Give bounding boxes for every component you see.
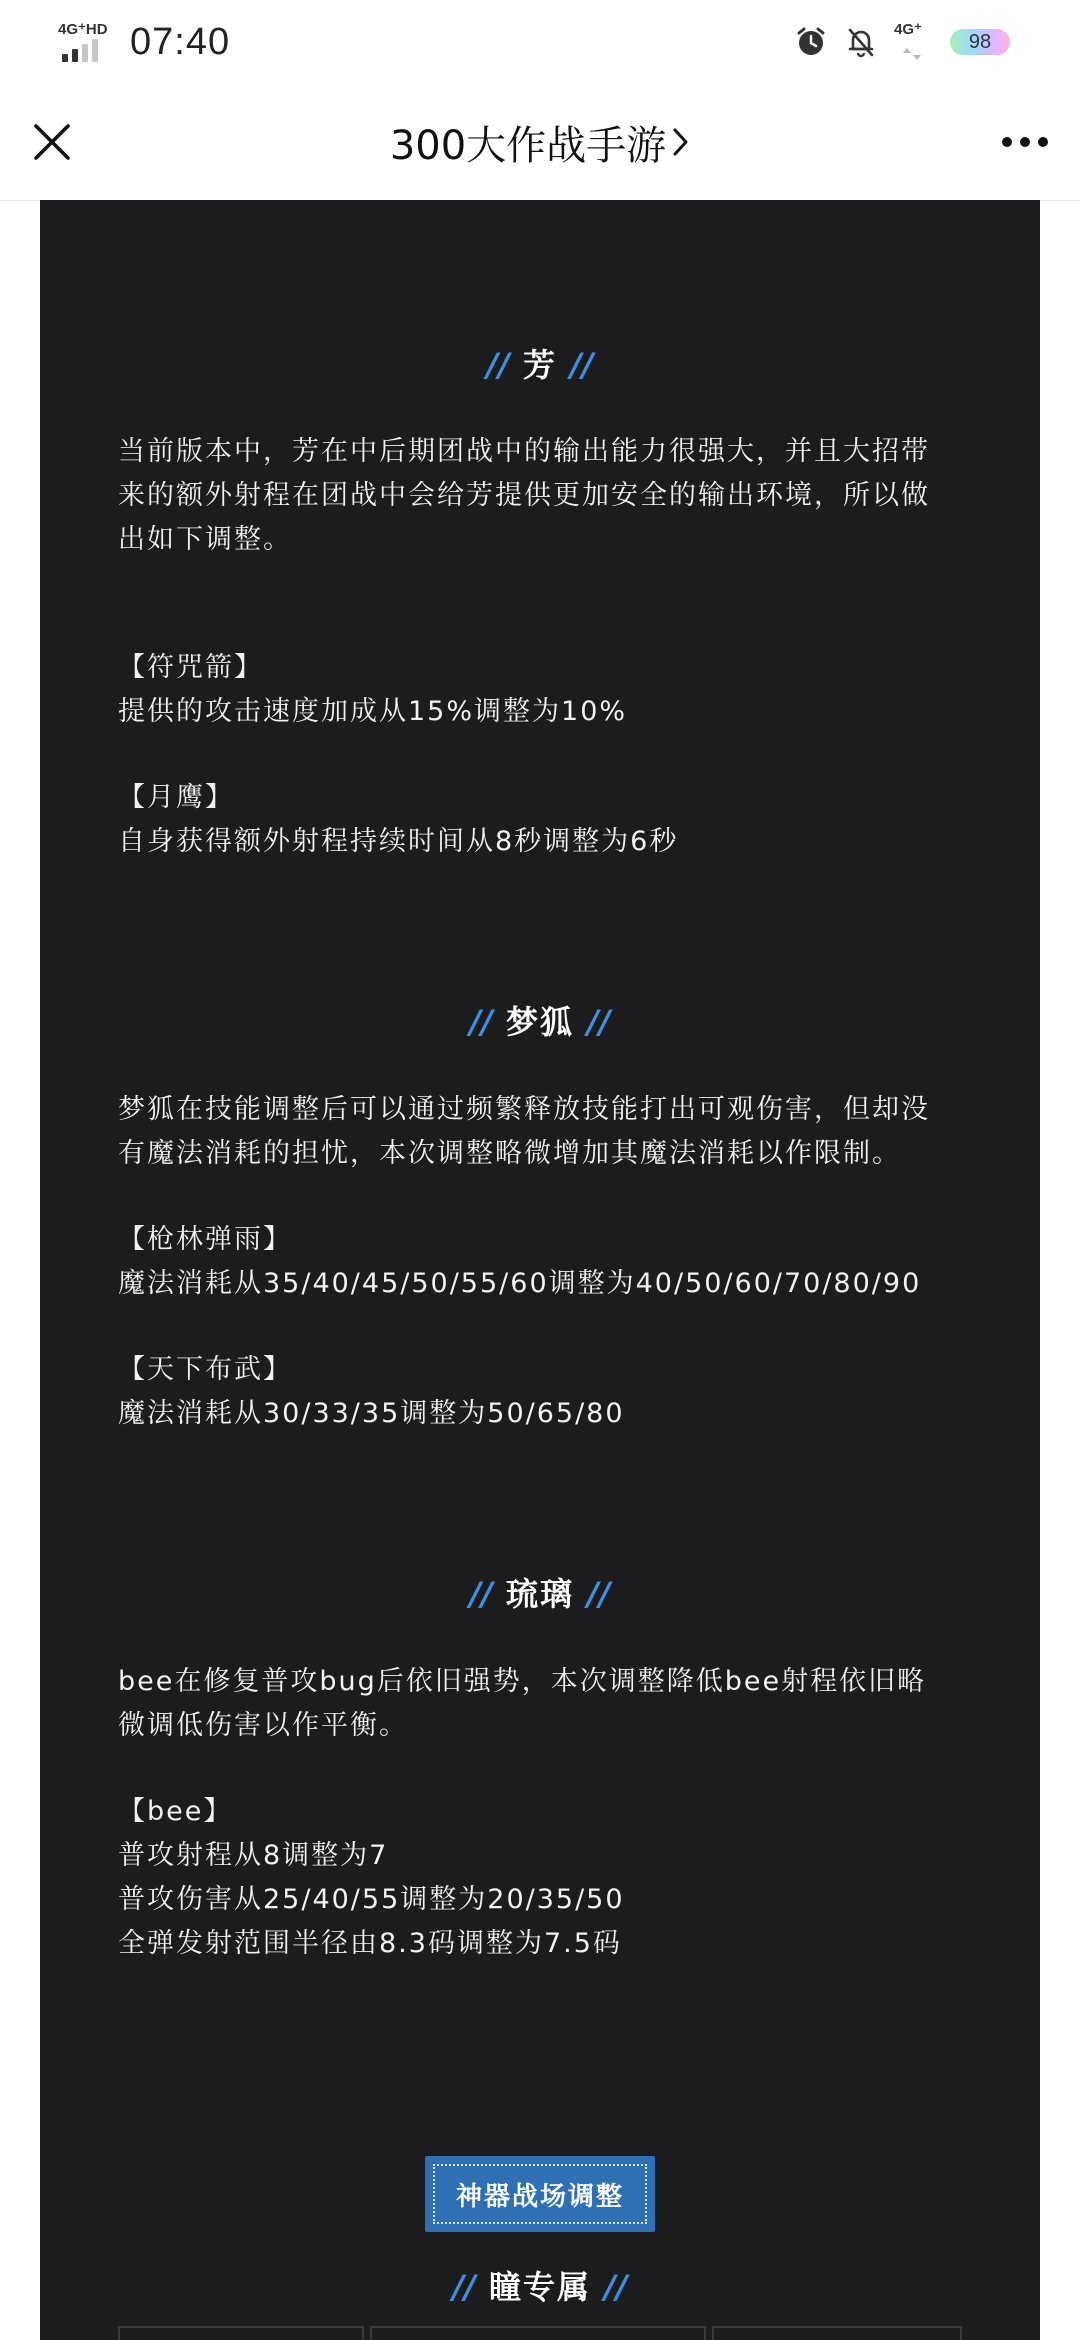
article-body [40, 200, 1040, 2340]
heading-slash-left: // [452, 2268, 476, 2306]
heading-slash-left: // [486, 346, 510, 384]
skill-change: 提供的攻击速度加成从15%调整为10% [118, 696, 628, 727]
network-indicator [58, 20, 120, 64]
heading-slash-left: // [469, 1003, 493, 1041]
heading-slash-right: // [587, 1575, 611, 1613]
alarm-icon [794, 25, 828, 59]
status-left [58, 18, 230, 66]
skill-change: 全弹发射范围半径由8.3码调整为7.5码 [118, 1928, 622, 1959]
heading-text: 瞳专属 [488, 2268, 591, 2306]
close-button[interactable] [24, 114, 80, 170]
heading-slash-right: // [587, 1003, 611, 1041]
section-heading-tong [40, 2262, 1040, 2308]
skill-name: 【枪林弹雨】 [118, 1224, 292, 1255]
skill-change: 普攻射程从8调整为7 [118, 1840, 389, 1871]
intro-line: bee在修复普攻bug后依旧强势，本次调整降低bee射程依旧略 [118, 1666, 927, 1697]
section-heading-menghu [40, 997, 1040, 1043]
intro-line: 出如下调整。 [118, 524, 292, 555]
clock: 07:40 [130, 20, 231, 63]
intro-line: 微调低伤害以作平衡。 [118, 1710, 408, 1741]
skill-name: 【天下布武】 [118, 1354, 292, 1385]
heading-text: 芳 [522, 346, 557, 384]
section-heading-liuli [40, 1569, 1040, 1615]
skill-change: 自身获得额外射程持续时间从8秒调整为6秒 [118, 826, 679, 857]
more-button[interactable] [990, 114, 1060, 170]
account-title-link[interactable] [200, 112, 880, 172]
intro-line: 来的额外射程在团战中会给芳提供更加安全的输出环境，所以做 [118, 480, 930, 511]
skill-change: 普攻伤害从25/40/55调整为20/35/50 [118, 1884, 625, 1915]
skill-name: 【月鹰】 [118, 782, 234, 813]
status-right [794, 18, 1010, 66]
skill-name: 【bee】 [118, 1796, 233, 1827]
table-cell-peek [118, 2326, 364, 2340]
heading-slash-left: // [469, 1575, 493, 1613]
signal-arrows-icon [902, 46, 924, 62]
intro-line: 当前版本中，芳在中后期团战中的输出能力很强大，并且大招带 [118, 436, 930, 467]
table-cell-peek [712, 2326, 962, 2340]
skill-change: 魔法消耗从30/33/35调整为50/65/80 [118, 1398, 625, 1429]
status-bar [0, 0, 1080, 84]
intro-line: 梦狐在技能调整后可以通过频繁释放技能打出可观伤害，但却没 [118, 1094, 930, 1125]
close-icon [32, 122, 72, 162]
skill-change: 魔法消耗从35/40/45/50/55/60调整为40/50/60/70/80/90 [118, 1268, 922, 1299]
section-title-button[interactable] [425, 2156, 655, 2232]
intro-line: 有魔法消耗的担忧，本次调整略微增加其魔法消耗以作限制。 [118, 1138, 901, 1169]
network-label-2: 4G⁺ [894, 21, 922, 38]
battery-indicator: 98 [950, 29, 1010, 55]
bell-off-icon [844, 25, 878, 59]
heading-text: 梦狐 [505, 1003, 574, 1041]
heading-slash-right: // [604, 2268, 628, 2306]
table-cell-peek [370, 2326, 706, 2340]
more-icon [1001, 136, 1049, 148]
heading-text: 琉璃 [505, 1575, 574, 1613]
chevron-right-icon [672, 127, 690, 157]
heading-slash-right: // [570, 346, 594, 384]
page-title: 300大作战手游 [389, 122, 667, 169]
section-title-label: 神器战场调整 [433, 2164, 647, 2224]
signal-icon [62, 39, 98, 62]
header-bar [0, 84, 1080, 201]
skill-name: 【符咒箭】 [118, 652, 263, 683]
network-label: 4G⁺HD [58, 21, 108, 38]
network-indicator-2 [894, 20, 934, 64]
section-heading-fang [40, 340, 1040, 386]
